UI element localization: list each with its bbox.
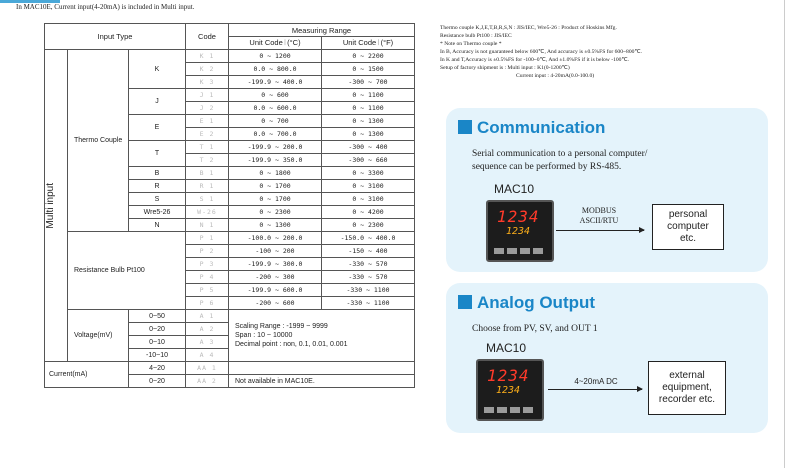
header-unit-f: Unit Code 𝄀 (°F) bbox=[322, 37, 415, 50]
code-cell: T 1 bbox=[186, 141, 229, 154]
code-cell: N 1 bbox=[186, 219, 229, 232]
title-square-icon bbox=[458, 295, 472, 309]
tc-type-cell: J bbox=[129, 89, 186, 115]
tc-type-cell: N bbox=[129, 219, 186, 232]
header-input-type: Input Type bbox=[45, 24, 186, 50]
arrow-icon bbox=[548, 389, 642, 390]
range-c-cell: 0 ~ 1700 bbox=[229, 193, 322, 206]
current-label: Current(mA) bbox=[45, 362, 129, 388]
range-c-cell: -199.9 ~ 200.0 bbox=[229, 141, 322, 154]
controller-device bbox=[476, 359, 544, 421]
table-row bbox=[45, 362, 415, 375]
note-line: Thermo couple K,J,E,T,B,R,S,N : JIS/IEC, Wre5-26 : Product of Hoskins Mfg. bbox=[440, 25, 617, 31]
range-c-cell: 0 ~ 600 bbox=[229, 89, 322, 102]
device-keys bbox=[494, 248, 543, 254]
range-f-cell: -150 ~ 400 bbox=[322, 245, 415, 258]
range-f-cell: 0 ~ 3100 bbox=[322, 193, 415, 206]
tc-type-cell: K bbox=[129, 50, 186, 89]
range-c-cell: -200 ~ 300 bbox=[229, 271, 322, 284]
scaling-info bbox=[229, 310, 415, 362]
range-f-cell: -150.0 ~ 400.0 bbox=[322, 232, 415, 245]
sv-display: 1234 bbox=[496, 385, 521, 396]
code-cell: P 4 bbox=[186, 271, 229, 284]
target-box: external equipment, recorder etc. bbox=[648, 361, 726, 415]
tc-type-cell: E bbox=[129, 115, 186, 141]
note-line: In K and T,Accuracy is ±0.5%FS for -100~0℃, And ±1.0%FS if it is below -100℃. bbox=[440, 57, 630, 63]
header-code: Code bbox=[186, 24, 229, 50]
note-line: * Note on Thermo couple * bbox=[440, 41, 502, 47]
code-cell: B 1 bbox=[186, 167, 229, 180]
code-cell: A 1 bbox=[186, 310, 229, 323]
range-f-cell: -330 ~ 570 bbox=[322, 271, 415, 284]
multi-input-text: Multi input bbox=[45, 182, 56, 229]
range-c-cell: 0 ~ 1200 bbox=[229, 50, 322, 63]
range-c-cell: -199.9 ~ 400.0 bbox=[229, 76, 322, 89]
note-line: Resistance bulb Pt100 : JIS/IEC bbox=[440, 33, 512, 39]
communication-text-2: sequence can be performed by RS-485. bbox=[472, 162, 622, 172]
code-cell: P 2 bbox=[186, 245, 229, 258]
device-keys bbox=[484, 407, 533, 413]
code-cell: S 1 bbox=[186, 193, 229, 206]
range-f-cell: 0 ~ 3300 bbox=[322, 167, 415, 180]
communication-title: Communication bbox=[458, 118, 605, 138]
table-row bbox=[45, 232, 415, 245]
page-divider bbox=[784, 0, 785, 468]
target-box: personal computer etc. bbox=[652, 204, 724, 250]
empty-cell bbox=[229, 362, 415, 375]
range-c-cell: -100.0 ~ 200.0 bbox=[229, 232, 322, 245]
code-cell: J 1 bbox=[186, 89, 229, 102]
range-f-cell: -300 ~ 700 bbox=[322, 76, 415, 89]
range-c-cell: 0 ~ 1800 bbox=[229, 167, 322, 180]
tc-type-cell: T bbox=[129, 141, 186, 167]
voltage-range-cell: -10~10 bbox=[129, 349, 186, 362]
communication-text-1: Serial communication to a personal computer/ bbox=[472, 149, 648, 159]
code-cell: E 2 bbox=[186, 128, 229, 141]
range-f-cell: -330 ~ 1100 bbox=[322, 297, 415, 310]
tc-type-cell: R bbox=[129, 180, 186, 193]
range-c-cell: 0.0 ~ 600.0 bbox=[229, 102, 322, 115]
code-cell: P 5 bbox=[186, 284, 229, 297]
range-f-cell: 0 ~ 1500 bbox=[322, 63, 415, 76]
code-cell: A 3 bbox=[186, 336, 229, 349]
code-cell: K 3 bbox=[186, 76, 229, 89]
tc-type-cell: B bbox=[129, 167, 186, 180]
analog-output-text: Choose from PV, SV, and OUT 1 bbox=[472, 324, 598, 334]
code-cell: K 1 bbox=[186, 50, 229, 63]
code-cell: P 1 bbox=[186, 232, 229, 245]
pv-display: 1234 bbox=[497, 207, 540, 226]
range-c-cell: 0 ~ 2300 bbox=[229, 206, 322, 219]
current-range-cell: 4~20 bbox=[129, 362, 186, 375]
note-line: Current input : 4-20mA(0.0-100.0) bbox=[516, 73, 595, 79]
scaling-line: Decimal point : non, 0.1, 0.01, 0.001 bbox=[235, 341, 348, 348]
scaling-line: Span : 10 ~ 10000 bbox=[235, 332, 293, 339]
arrow-icon bbox=[556, 230, 644, 231]
tc-type-cell: Wre5-26 bbox=[129, 206, 186, 219]
code-cell: A 2 bbox=[186, 323, 229, 336]
pv-display: 1234 bbox=[487, 366, 530, 385]
range-f-cell: 0 ~ 2300 bbox=[322, 219, 415, 232]
device-model-label: MAC10 bbox=[486, 341, 527, 355]
measuring-range-table bbox=[44, 23, 415, 388]
voltage-range-cell: 0~50 bbox=[129, 310, 186, 323]
table-row bbox=[45, 310, 415, 323]
range-f-cell: -300 ~ 660 bbox=[322, 154, 415, 167]
code-cell: E 1 bbox=[186, 115, 229, 128]
range-f-cell: 0 ~ 4200 bbox=[322, 206, 415, 219]
note-line: In B, Accuracy is not guaranteed below 600℃, And accuracy is ±0.5%FS for 600~800℃. bbox=[440, 49, 643, 55]
range-f-cell: 0 ~ 2200 bbox=[322, 50, 415, 63]
code-cell: K 2 bbox=[186, 63, 229, 76]
range-c-cell: 0 ~ 700 bbox=[229, 115, 322, 128]
range-c-cell: 0 ~ 1700 bbox=[229, 180, 322, 193]
range-c-cell: -200 ~ 600 bbox=[229, 297, 322, 310]
range-c-cell: -199.9 ~ 600.0 bbox=[229, 284, 322, 297]
range-f-cell: 0 ~ 1300 bbox=[322, 115, 415, 128]
intro-text: In MAC10E, Current input(4-20mA) is included in Multi input. bbox=[16, 3, 195, 11]
notes bbox=[440, 24, 770, 80]
controller-device bbox=[486, 200, 554, 262]
voltage-range-cell: 0~20 bbox=[129, 323, 186, 336]
range-c-cell: 0 ~ 1300 bbox=[229, 219, 322, 232]
analog-output-panel bbox=[446, 283, 768, 433]
voltage-label: Voltage(mV) bbox=[68, 310, 129, 362]
range-f-cell: 0 ~ 3100 bbox=[322, 180, 415, 193]
link-label: MODBUS ASCII/RTU bbox=[579, 206, 619, 225]
range-f-cell: -330 ~ 1100 bbox=[322, 284, 415, 297]
resistance-bulb-label: Resistance Bulb Pt100 bbox=[68, 232, 186, 310]
voltage-range-cell: 0~10 bbox=[129, 336, 186, 349]
range-c-cell: 0.0 ~ 700.0 bbox=[229, 128, 322, 141]
title-square-icon bbox=[458, 120, 472, 134]
code-cell: R 1 bbox=[186, 180, 229, 193]
code-cell: J 2 bbox=[186, 102, 229, 115]
code-cell: AA 1 bbox=[186, 362, 229, 375]
code-cell: A 4 bbox=[186, 349, 229, 362]
table-row bbox=[45, 50, 415, 63]
code-cell: AA 2 bbox=[186, 375, 229, 388]
header-unit-c: Unit Code 𝄀 (°C) bbox=[229, 37, 322, 50]
range-c-cell: 0.0 ~ 800.0 bbox=[229, 63, 322, 76]
analog-output-title: Analog Output bbox=[458, 293, 595, 313]
note-line: Setup of factory shipment is : Multi input : K1(0-1200℃) bbox=[440, 65, 570, 71]
scaling-line: Scaling Range : -1999 ~ 9999 bbox=[235, 323, 328, 330]
link-label: 4~20mA DC bbox=[574, 377, 618, 386]
range-f-cell: -300 ~ 400 bbox=[322, 141, 415, 154]
range-f-cell: 0 ~ 1100 bbox=[322, 89, 415, 102]
code-cell: W-26 bbox=[186, 206, 229, 219]
range-c-cell: -100 ~ 200 bbox=[229, 245, 322, 258]
device-model-label: MAC10 bbox=[494, 182, 535, 196]
code-cell: P 6 bbox=[186, 297, 229, 310]
range-c-cell: -199.9 ~ 300.0 bbox=[229, 258, 322, 271]
tc-type-cell: S bbox=[129, 193, 186, 206]
header-measuring-range: Measuring Range bbox=[229, 24, 415, 37]
code-cell: P 3 bbox=[186, 258, 229, 271]
thermo-couple-label: Thermo Couple bbox=[68, 50, 129, 232]
range-f-cell: 0 ~ 1300 bbox=[322, 128, 415, 141]
range-f-cell: 0 ~ 1100 bbox=[322, 102, 415, 115]
not-available-cell: Not available in MAC10E. bbox=[229, 375, 415, 388]
multi-input-label bbox=[45, 50, 68, 362]
code-cell: T 2 bbox=[186, 154, 229, 167]
sv-display: 1234 bbox=[506, 226, 531, 237]
range-c-cell: -199.9 ~ 350.0 bbox=[229, 154, 322, 167]
current-range-cell: 0~20 bbox=[129, 375, 186, 388]
communication-panel bbox=[446, 108, 768, 272]
range-f-cell: -330 ~ 570 bbox=[322, 258, 415, 271]
